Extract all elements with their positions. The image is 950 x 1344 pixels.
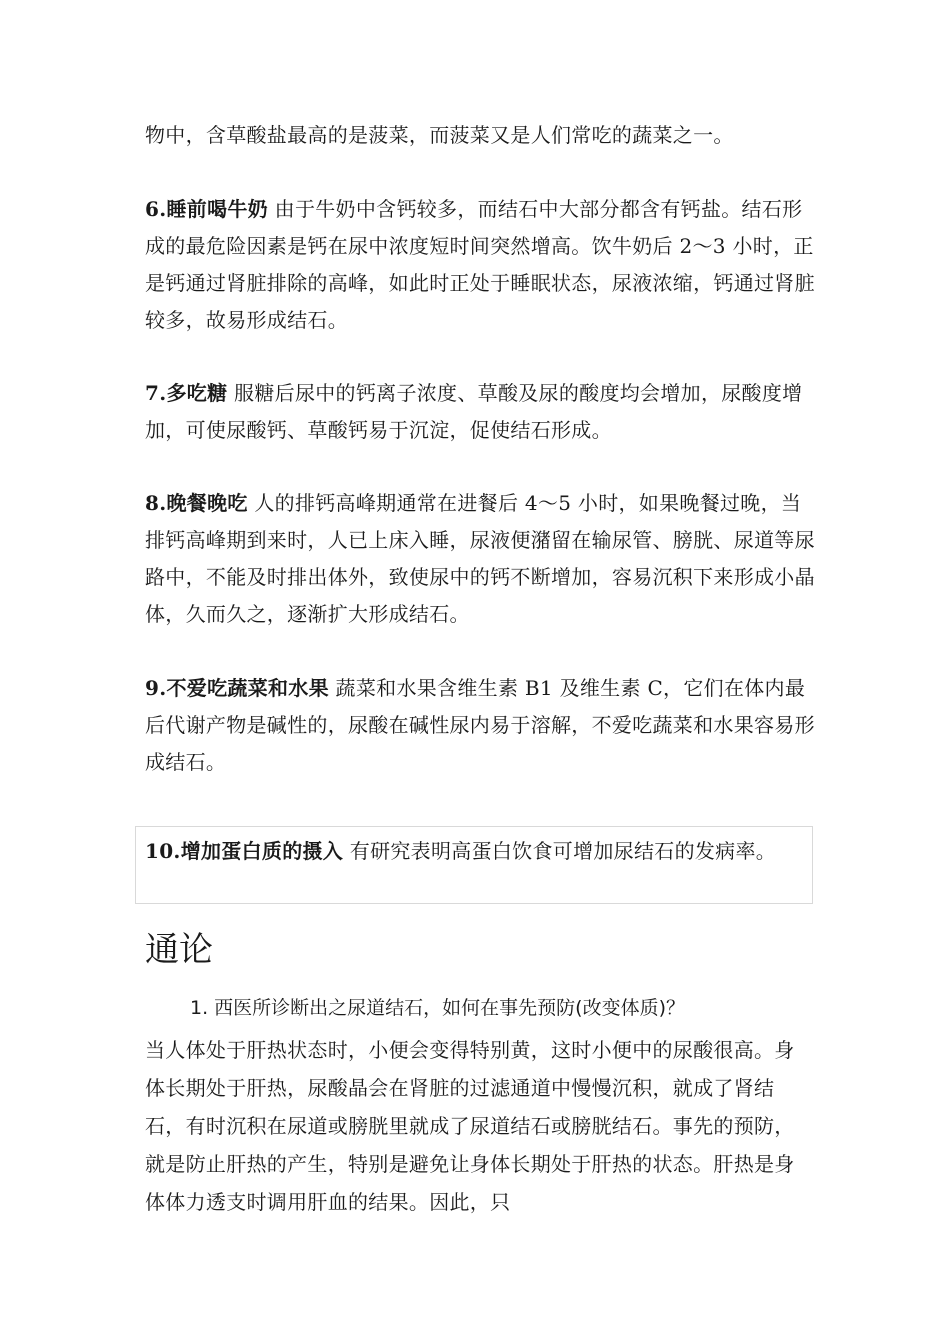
paragraph-item-8 <box>145 485 817 633</box>
item-7-heading: 7.多吃糖 <box>145 381 228 405</box>
boxed-paragraph-container <box>135 826 813 904</box>
paragraph-item-7 <box>145 375 817 449</box>
item-8-body: 人的排钙高峰期通常在进餐后 4～5 小时，如果晚餐过晚，当排钙高峰期到来时，人已上床入睡，尿液便潴留在输尿管、膀胱、尿道等尿路中，不能及时排出体外，致使尿中的钙不断增加，容易沉积下来形成小晶体，久而久之，逐渐扩大形成结石。 <box>145 491 815 626</box>
paragraph-item-10 <box>145 833 835 870</box>
item-6-heading: 6.睡前喝牛奶 <box>145 197 268 221</box>
section-title: 通论 <box>145 930 213 970</box>
item-7-body: 服糖后尿中的钙离子浓度、草酸及尿的酸度均会增加，尿酸度增加，可使尿酸钙、草酸钙易于沉淀，促使结石形成。 <box>145 381 803 442</box>
section-question: 1. 西医所诊断出之尿道结石，如何在事先预防(改变体质)？ <box>190 997 685 1019</box>
paragraph-item-6 <box>145 191 817 339</box>
item-10-body: 有研究表明高蛋白饮食可增加尿结石的发病率。 <box>343 839 777 863</box>
item-9-heading: 9.不爱吃蔬菜和水果 <box>145 676 329 700</box>
item-6-body: 由于牛奶中含钙较多，而结石中大部分都含有钙盐。结石形成的最危险因素是钙在尿中浓度短时间突然增高。饮牛奶后 2～3 小时，正是钙通过肾脏排除的高峰，如此时正处于睡眠状态，尿液浓缩，钙通过肾脏较多，故易形成结石。 <box>145 197 815 332</box>
paragraph-continuation: 物中，含草酸盐最高的是菠菜，而菠菜又是人们常吃的蔬菜之一。 <box>145 123 734 147</box>
item-9-body: 蔬菜和水果含维生素 B1 及维生素 C，它们在体内最后代谢产物是碱性的，尿酸在碱性尿内易于溶解，不爱吃蔬菜和水果容易形成结石。 <box>145 676 815 774</box>
section-answer: 当人体处于肝热状态时，小便会变得特别黄，这时小便中的尿酸很高。身体长期处于肝热，尿酸晶会在肾脏的过滤通道中慢慢沉积，就成了肾结石，有时沉积在尿道或膀胱里就成了尿道结石或膀胱结石。事先的预防，就是防止肝热的产生，特别是避免让身体长期处于肝热的状态。肝热是身体体力透支时调用肝血的结果。因此，只 <box>145 1038 795 1214</box>
item-10-heading: 10.增加蛋白质的摄入 <box>145 839 344 863</box>
paragraph-item-9 <box>145 670 817 781</box>
item-8-heading: 8.晚餐晚吃 <box>145 491 248 515</box>
